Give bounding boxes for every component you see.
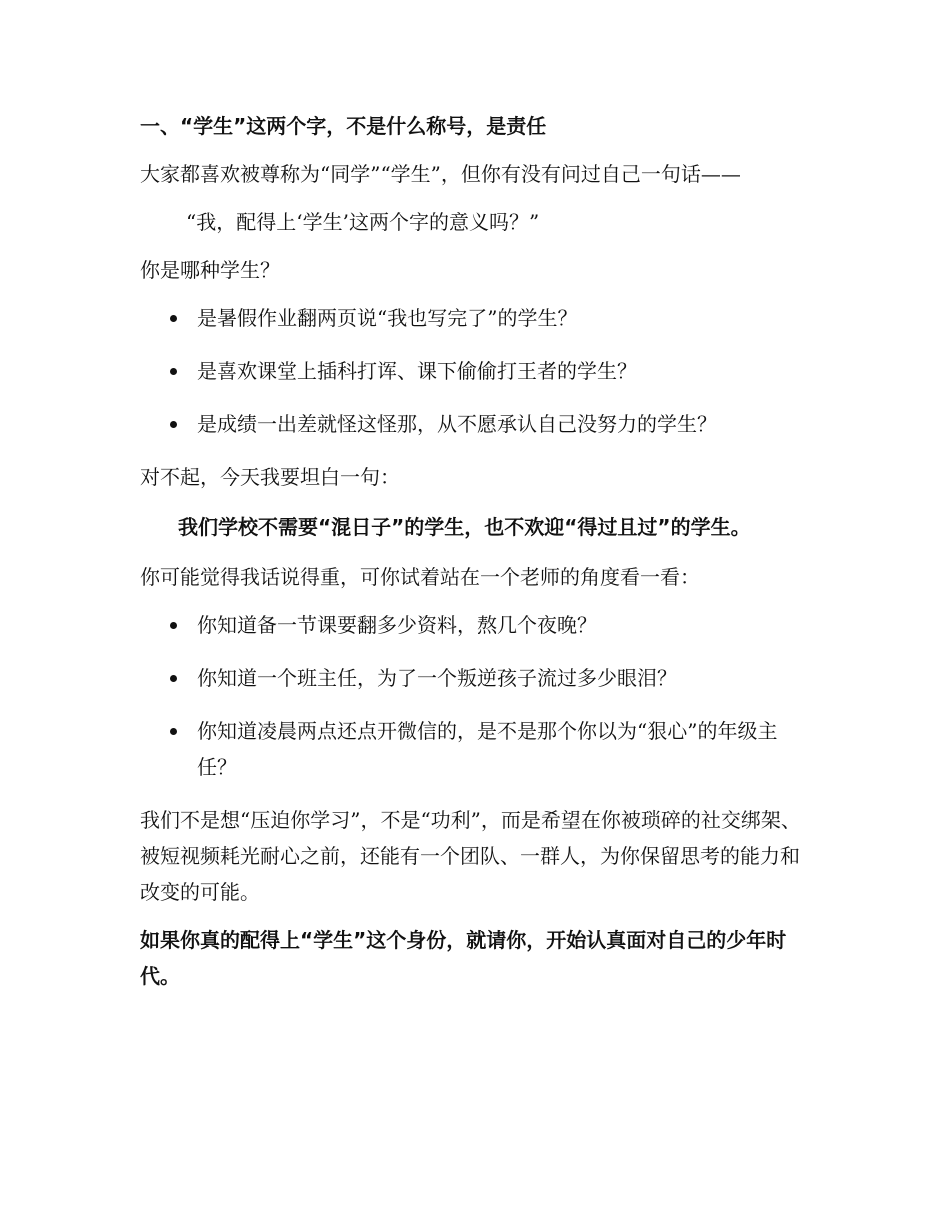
list-item bbox=[140, 300, 810, 336]
teacher-perspective-paragraph: 你可能觉得我话说得重，可你试着站在一个老师的角度看一看： bbox=[140, 565, 700, 589]
intro-paragraph: 大家都喜欢被尊称为“同学”“学生”，但你有没有问过自己一句话—— bbox=[140, 162, 741, 186]
list-item-text: 你知道备一节课要翻多少资料，熬几个夜晚？ bbox=[197, 613, 597, 637]
student-type-question: 你是哪种学生？ bbox=[140, 258, 280, 282]
list-item bbox=[140, 713, 810, 785]
bold-statement: 我们学校不需要“混日子”的学生，也不欢迎“得过且过”的学生。 bbox=[178, 515, 751, 539]
list-item-text: 你知道一个班主任，为了一个叛逆孩子流过多少眼泪？ bbox=[197, 666, 677, 690]
student-type-list bbox=[140, 300, 810, 442]
confession-paragraph: 对不起，今天我要坦白一句： bbox=[140, 465, 400, 489]
list-item bbox=[140, 353, 810, 389]
list-item bbox=[140, 607, 810, 643]
list-item bbox=[140, 660, 810, 696]
bullet-icon bbox=[170, 675, 177, 682]
list-item-text: 是暑假作业翻两页说“我也写完了”的学生？ bbox=[197, 306, 578, 330]
purpose-paragraph: 我们不是想“压迫你学习”，不是“功利”，而是希望在你被琐碎的社交绑架、被短视频耗光耐心之前，还能有一个团队、一群人，为你保留思考的能力和改变的可能。 bbox=[140, 808, 801, 904]
bullet-icon bbox=[170, 728, 177, 735]
section-heading: 一、“学生”这两个字，不是什么称号，是责任 bbox=[140, 114, 547, 138]
list-item-text: 是成绩一出差就怪这怪那，从不愿承认自己没努力的学生？ bbox=[197, 412, 717, 436]
list-item-text: 你知道凌晨两点还点开微信的，是不是那个你以为“狠心”的年级主任？ bbox=[197, 719, 778, 779]
closing-statement: 如果你真的配得上“学生”这个身份，就请你，开始认真面对自己的少年时代。 bbox=[140, 928, 787, 988]
list-item-text: 是喜欢课堂上插科打诨、课下偷偷打王者的学生？ bbox=[197, 359, 637, 383]
list-item bbox=[140, 406, 810, 442]
bullet-icon bbox=[170, 622, 177, 629]
document-page bbox=[140, 108, 810, 1006]
bullet-icon bbox=[170, 315, 177, 322]
bullet-icon bbox=[170, 368, 177, 375]
bullet-icon bbox=[170, 421, 177, 428]
self-question-quote: “我，配得上‘学生’这两个字的意义吗？” bbox=[186, 210, 540, 234]
teacher-effort-list bbox=[140, 607, 810, 785]
